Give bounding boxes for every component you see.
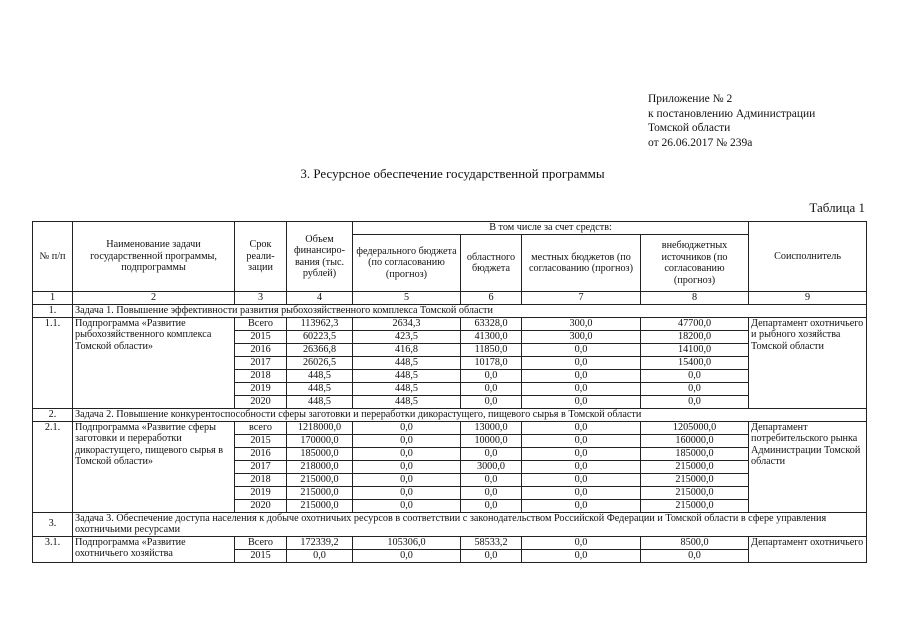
- header-regional: областного бюджета: [461, 235, 522, 292]
- col-number: 8: [641, 292, 749, 305]
- regional-cell: 0,0: [461, 395, 522, 408]
- extrabudgetary-cell: 0,0: [641, 369, 749, 382]
- subprogram-number: 2.1.: [33, 421, 73, 512]
- federal-cell: 105306,0: [353, 536, 461, 549]
- regional-cell: 0,0: [461, 473, 522, 486]
- regional-cell: 0,0: [461, 499, 522, 512]
- appendix-line: Томской области: [648, 122, 731, 134]
- period-cell: 2016: [235, 343, 287, 356]
- subprogram-number: 3.1.: [33, 536, 73, 562]
- total-cell: 185000,0: [287, 447, 353, 460]
- total-cell: 60223,5: [287, 330, 353, 343]
- col-number: 9: [749, 292, 867, 305]
- table-row: [33, 317, 867, 330]
- federal-cell: 2634,3: [353, 317, 461, 330]
- period-cell: 2015: [235, 434, 287, 447]
- col-number: 2: [73, 292, 235, 305]
- regional-cell: 0,0: [461, 447, 522, 460]
- extrabudgetary-cell: 15400,0: [641, 356, 749, 369]
- local-cell: 0,0: [522, 343, 641, 356]
- local-cell: 0,0: [522, 486, 641, 499]
- extrabudgetary-cell: 0,0: [641, 395, 749, 408]
- extrabudgetary-cell: 215000,0: [641, 499, 749, 512]
- extrabudgetary-cell: 8500,0: [641, 536, 749, 549]
- task-title: Задача 1. Повышение эффективности развития рыбохозяйственного комплекса Томской области: [73, 304, 867, 317]
- header-coexecutor: Соисполнитель: [749, 222, 867, 292]
- local-cell: 0,0: [522, 473, 641, 486]
- appendix-line: к постановлению Администрации: [648, 107, 816, 120]
- federal-cell: 0,0: [353, 460, 461, 473]
- federal-cell: 0,0: [353, 421, 461, 434]
- coexecutor-cell: Департамент охотничьего: [749, 536, 867, 562]
- col-number: 5: [353, 292, 461, 305]
- extrabudgetary-cell: 215000,0: [641, 486, 749, 499]
- period-cell: 2020: [235, 395, 287, 408]
- appendix-date: от 26.06.2017 № 239а: [648, 136, 753, 149]
- column-numbers-row: [33, 292, 867, 305]
- period-cell: 2018: [235, 369, 287, 382]
- col-number: 7: [522, 292, 641, 305]
- regional-cell: 58533,2: [461, 536, 522, 549]
- header-local: местных бюджетов (по согласованию (прогноз): [522, 235, 641, 292]
- federal-cell: 0,0: [353, 434, 461, 447]
- regional-cell: 10000,0: [461, 434, 522, 447]
- extrabudgetary-cell: 47700,0: [641, 317, 749, 330]
- local-cell: 0,0: [522, 447, 641, 460]
- total-cell: 215000,0: [287, 473, 353, 486]
- extrabudgetary-cell: 14100,0: [641, 343, 749, 356]
- regional-cell: 11850,0: [461, 343, 522, 356]
- period-cell: всего: [235, 421, 287, 434]
- federal-cell: 416,8: [353, 343, 461, 356]
- local-cell: 300,0: [522, 330, 641, 343]
- extrabudgetary-cell: 215000,0: [641, 473, 749, 486]
- regional-cell: 0,0: [461, 549, 522, 562]
- total-cell: 0,0: [287, 549, 353, 562]
- extrabudgetary-cell: 18200,0: [641, 330, 749, 343]
- document-title: 3. Ресурсное обеспечение государственной программы: [300, 166, 605, 181]
- period-cell: 2019: [235, 382, 287, 395]
- federal-cell: 0,0: [353, 473, 461, 486]
- period-cell: 2020: [235, 499, 287, 512]
- header-including: В том числе за счет средств:: [353, 222, 749, 235]
- local-cell: 300,0: [522, 317, 641, 330]
- regional-cell: 3000,0: [461, 460, 522, 473]
- task-number: 3.: [33, 512, 73, 536]
- regional-cell: 41300,0: [461, 330, 522, 343]
- coexecutor-cell: Департамент потребительского рынка Администрации Томской области: [749, 421, 867, 512]
- total-cell: 215000,0: [287, 486, 353, 499]
- table-row: [33, 536, 867, 549]
- federal-cell: 448,5: [353, 395, 461, 408]
- extrabudgetary-cell: 1205000,0: [641, 421, 749, 434]
- header-name: Наименование задачи государственной программы, подпрограммы: [73, 222, 235, 292]
- local-cell: 0,0: [522, 395, 641, 408]
- resource-table: [32, 221, 867, 563]
- header-federal: федерального бюджета (по согласованию (прогноз): [353, 235, 461, 292]
- task-row: [33, 304, 867, 317]
- total-cell: 218000,0: [287, 460, 353, 473]
- table-body: [33, 304, 867, 562]
- header-num: № п/п: [33, 222, 73, 292]
- extrabudgetary-cell: 185000,0: [641, 447, 749, 460]
- extrabudgetary-cell: 160000,0: [641, 434, 749, 447]
- total-cell: 448,5: [287, 382, 353, 395]
- regional-cell: 0,0: [461, 382, 522, 395]
- federal-cell: 448,5: [353, 369, 461, 382]
- period-cell: 2015: [235, 330, 287, 343]
- federal-cell: 0,0: [353, 486, 461, 499]
- subprogram-name: Подпрограмма «Развитие сферы заготовки и переработки дикорастущего, пищевого сырья в Томской области»: [73, 421, 235, 512]
- local-cell: 0,0: [522, 421, 641, 434]
- local-cell: 0,0: [522, 499, 641, 512]
- subprogram-number: 1.1.: [33, 317, 73, 408]
- task-row: [33, 408, 867, 421]
- header-extrabudgetary: внебюджетных источников (по согласованию (прогноз): [641, 235, 749, 292]
- period-cell: 2017: [235, 460, 287, 473]
- total-cell: 170000,0: [287, 434, 353, 447]
- extrabudgetary-cell: 0,0: [641, 549, 749, 562]
- total-cell: 26366,8: [287, 343, 353, 356]
- appendix-line: Приложение № 2: [648, 93, 733, 105]
- period-cell: Всего: [235, 317, 287, 330]
- task-number: 2.: [33, 408, 73, 421]
- regional-cell: 0,0: [461, 369, 522, 382]
- total-cell: 1218000,0: [287, 421, 353, 434]
- period-cell: 2015: [235, 549, 287, 562]
- appendix-block: [648, 92, 815, 150]
- regional-cell: 10178,0: [461, 356, 522, 369]
- subprogram-name: Подпрограмма «Развитие охотничьего хозяйства: [73, 536, 235, 562]
- col-number: 1: [33, 292, 73, 305]
- col-number: 3: [235, 292, 287, 305]
- total-cell: 26026,5: [287, 356, 353, 369]
- table-label: Таблица 1: [809, 200, 865, 215]
- task-number: 1.: [33, 304, 73, 317]
- regional-cell: 63328,0: [461, 317, 522, 330]
- total-cell: 113962,3: [287, 317, 353, 330]
- period-cell: 2016: [235, 447, 287, 460]
- task-row: [33, 512, 867, 536]
- federal-cell: 448,5: [353, 356, 461, 369]
- subprogram-name: Подпрограмма «Развитие рыбохозяйственного комплекса Томской области»: [73, 317, 235, 408]
- regional-cell: 0,0: [461, 486, 522, 499]
- federal-cell: 423,5: [353, 330, 461, 343]
- total-cell: 215000,0: [287, 499, 353, 512]
- period-cell: 2017: [235, 356, 287, 369]
- table-row: [33, 421, 867, 434]
- regional-cell: 13000,0: [461, 421, 522, 434]
- federal-cell: 0,0: [353, 499, 461, 512]
- coexecutor-cell: Департамент охотничьего и рыбного хозяйства Томской области: [749, 317, 867, 408]
- local-cell: 0,0: [522, 460, 641, 473]
- period-cell: Всего: [235, 536, 287, 549]
- col-number: 4: [287, 292, 353, 305]
- header-term: Срок реали-зации: [235, 222, 287, 292]
- total-cell: 172339,2: [287, 536, 353, 549]
- local-cell: 0,0: [522, 369, 641, 382]
- extrabudgetary-cell: 0,0: [641, 382, 749, 395]
- local-cell: 0,0: [522, 382, 641, 395]
- local-cell: 0,0: [522, 356, 641, 369]
- local-cell: 0,0: [522, 536, 641, 549]
- header-volume: Объем финансиро-вания (тыс. рублей): [287, 222, 353, 292]
- col-number: 6: [461, 292, 522, 305]
- local-cell: 0,0: [522, 434, 641, 447]
- task-title: Задача 3. Обеспечение доступа населения к добыче охотничьих ресурсов в соответствии с законодательством Российской Федерации и Томской области в сфере управления охотничьими ресурсами: [73, 512, 867, 536]
- federal-cell: 448,5: [353, 382, 461, 395]
- task-title: Задача 2. Повышение конкурентоспособности сферы заготовки и переработки дикорастущего, пищевого сырья в Томской области: [73, 408, 867, 421]
- period-cell: 2019: [235, 486, 287, 499]
- total-cell: 448,5: [287, 395, 353, 408]
- local-cell: 0,0: [522, 549, 641, 562]
- period-cell: 2018: [235, 473, 287, 486]
- extrabudgetary-cell: 215000,0: [641, 460, 749, 473]
- federal-cell: 0,0: [353, 549, 461, 562]
- total-cell: 448,5: [287, 369, 353, 382]
- federal-cell: 0,0: [353, 447, 461, 460]
